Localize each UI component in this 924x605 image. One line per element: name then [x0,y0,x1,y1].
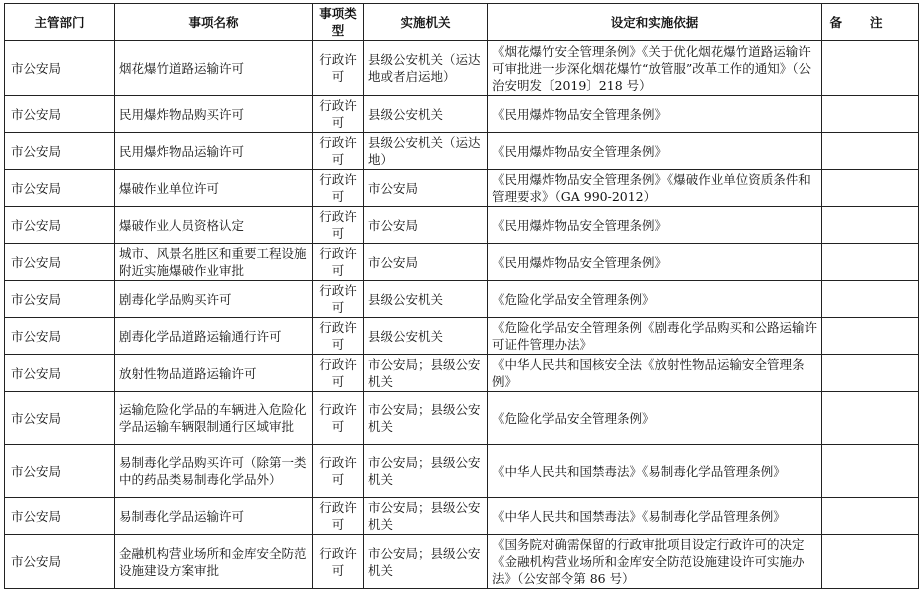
cell-name: 易制毒化学品购买许可（除第一类中的药品类易制毒化学品外） [115,445,313,498]
cell-agency: 市公安局 [364,244,488,281]
cell-agency: 市公安局；县级公安机关 [364,445,488,498]
cell-name: 剧毒化学品道路运输通行许可 [115,318,313,355]
table-row [5,244,919,281]
table-row [5,170,919,207]
cell-basis: 《中华人民共和国核安全法《放射性物品运输安全管理条例》 [488,355,822,392]
cell-name: 易制毒化学品运输许可 [115,498,313,535]
cell-agency: 市公安局；县级公安机关 [364,498,488,535]
cell-remark [822,355,919,392]
cell-agency: 县级公安机关 [364,96,488,133]
cell-basis: 《民用爆炸物品安全管理条例》 [488,244,822,281]
cell-agency: 市公安局 [364,207,488,244]
cell-basis: 《民用爆炸物品安全管理条例》 [488,133,822,170]
header-basis: 设定和实施依据 [488,4,822,41]
table-row [5,392,919,445]
cell-dept: 市公安局 [5,535,115,589]
cell-name: 民用爆炸物品购买许可 [115,96,313,133]
header-dept: 主管部门 [5,4,115,41]
cell-name: 运输危险化学品的车辆进入危险化学品运输车辆限制通行区域审批 [115,392,313,445]
cell-agency: 县级公安机关 [364,318,488,355]
cell-remark [822,281,919,318]
cell-dept: 市公安局 [5,41,115,96]
cell-dept: 市公安局 [5,445,115,498]
cell-basis: 《危险化学品安全管理条例》 [488,392,822,445]
table-header-row [5,4,919,41]
cell-remark [822,170,919,207]
approval-items-table [4,3,919,589]
cell-basis: 《危险化学品安全管理条例《剧毒化学品购买和公路运输许可证件管理办法》 [488,318,822,355]
table-row [5,445,919,498]
cell-dept: 市公安局 [5,498,115,535]
cell-name: 剧毒化学品购买许可 [115,281,313,318]
cell-type: 行政许可 [313,170,364,207]
cell-type: 行政许可 [313,244,364,281]
cell-remark [822,41,919,96]
cell-remark [822,445,919,498]
cell-basis: 《民用爆炸物品安全管理条例》《爆破作业单位资质条件和管理要求》（GA 990-2012） [488,170,822,207]
cell-agency: 市公安局；县级公安机关 [364,392,488,445]
table-row [5,498,919,535]
cell-dept: 市公安局 [5,244,115,281]
cell-type: 行政许可 [313,535,364,589]
cell-type: 行政许可 [313,498,364,535]
cell-dept: 市公安局 [5,170,115,207]
table-row [5,535,919,589]
cell-dept: 市公安局 [5,281,115,318]
cell-dept: 市公安局 [5,355,115,392]
cell-agency: 县级公安机关（运达地或者启运地） [364,41,488,96]
cell-type: 行政许可 [313,355,364,392]
cell-type: 行政许可 [313,133,364,170]
cell-basis: 《国务院对确需保留的行政审批项目设定行政许可的决定《金融机构营业场所和金库安全防范设施建设许可实施办法》（公安部令第 86 号） [488,535,822,589]
cell-name: 城市、风景名胜区和重要工程设施附近实施爆破作业审批 [115,244,313,281]
cell-remark [822,244,919,281]
cell-name: 爆破作业单位许可 [115,170,313,207]
cell-type: 行政许可 [313,207,364,244]
cell-basis: 《民用爆炸物品安全管理条例》 [488,96,822,133]
cell-agency: 市公安局；县级公安机关 [364,355,488,392]
table-row [5,207,919,244]
header-remark: 备注 [822,4,919,41]
cell-type: 行政许可 [313,96,364,133]
cell-agency: 县级公安机关（运达地） [364,133,488,170]
cell-agency: 县级公安机关 [364,281,488,318]
cell-basis: 《民用爆炸物品安全管理条例》 [488,207,822,244]
cell-agency: 市公安局；县级公安机关 [364,535,488,589]
cell-dept: 市公安局 [5,96,115,133]
cell-name: 烟花爆竹道路运输许可 [115,41,313,96]
cell-basis: 《烟花爆竹安全管理条例》《关于优化烟花爆竹道路运输许可审批进一步深化烟花爆竹“放管服”改革工作的通知》（公治安明发〔2019〕218 号） [488,41,822,96]
cell-basis: 《中华人民共和国禁毒法》《易制毒化学品管理条例》 [488,498,822,535]
cell-name: 金融机构营业场所和金库安全防范设施建设方案审批 [115,535,313,589]
cell-remark [822,318,919,355]
cell-name: 放射性物品道路运输许可 [115,355,313,392]
cell-type: 行政许可 [313,281,364,318]
cell-remark [822,535,919,589]
table-row [5,41,919,96]
header-type: 事项类型 [313,4,364,41]
cell-remark [822,133,919,170]
table-row [5,281,919,318]
cell-name: 民用爆炸物品运输许可 [115,133,313,170]
cell-agency: 市公安局 [364,170,488,207]
table-row [5,318,919,355]
cell-basis: 《中华人民共和国禁毒法》《易制毒化学品管理条例》 [488,445,822,498]
table-row [5,133,919,170]
cell-name: 爆破作业人员资格认定 [115,207,313,244]
cell-remark [822,498,919,535]
cell-type: 行政许可 [313,392,364,445]
cell-type: 行政许可 [313,445,364,498]
cell-dept: 市公安局 [5,392,115,445]
header-agency: 实施机关 [364,4,488,41]
table-row [5,355,919,392]
header-name: 事项名称 [115,4,313,41]
table-row [5,96,919,133]
cell-dept: 市公安局 [5,133,115,170]
cell-remark [822,96,919,133]
cell-remark [822,207,919,244]
cell-type: 行政许可 [313,41,364,96]
cell-dept: 市公安局 [5,207,115,244]
cell-type: 行政许可 [313,318,364,355]
cell-dept: 市公安局 [5,318,115,355]
cell-basis: 《危险化学品安全管理条例》 [488,281,822,318]
cell-remark [822,392,919,445]
